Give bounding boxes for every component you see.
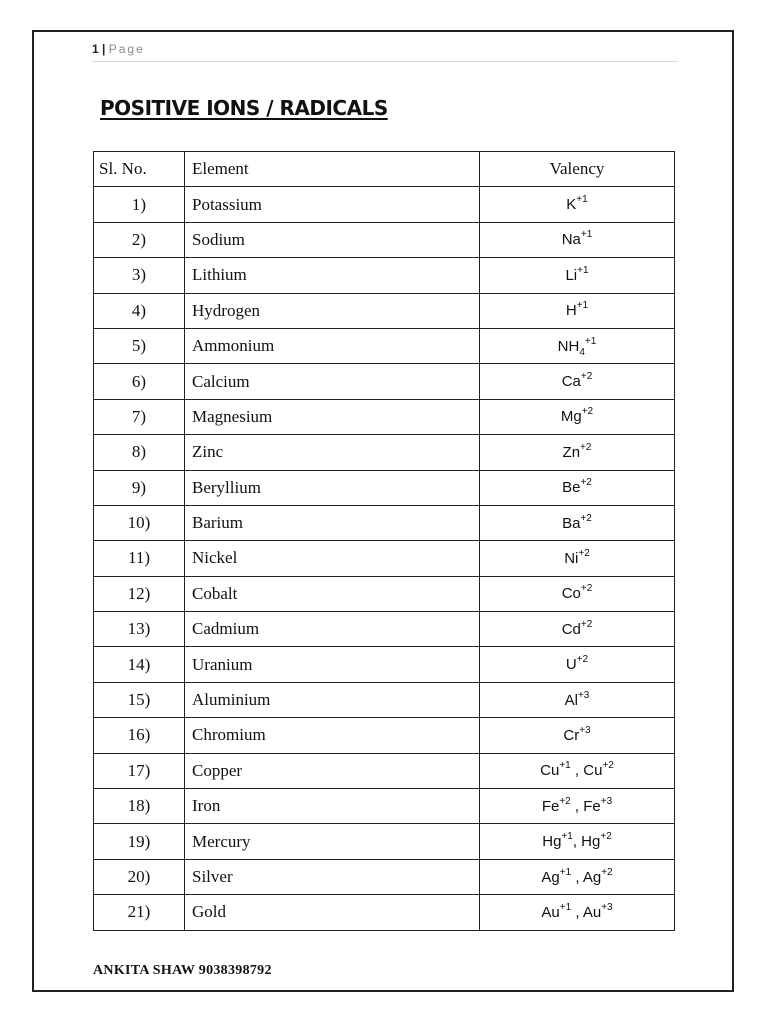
element-name-cell: Zinc [185,435,480,470]
ion-symbol: Mg [560,408,582,426]
serial-number-cell: 13) [94,612,185,647]
serial-number-cell: 5) [94,328,185,363]
valency-cell [480,470,675,505]
ion-symbol: Zn [562,443,581,461]
table-row [94,576,675,611]
valency-cell [480,576,675,611]
valency-separator: , [570,762,584,780]
ion-charge: +1 [577,264,589,276]
ion-symbol: Al [564,691,578,709]
serial-number-cell: 9) [94,470,185,505]
ion-charge: +2 [580,441,592,453]
serial-number-cell: 10) [94,505,185,540]
page-word: Page [108,42,145,56]
footer-author: ANKITA SHAW 9038398792 [93,963,272,978]
table-row [94,753,675,788]
valency-cell [480,753,675,788]
element-name-cell: Aluminium [185,682,480,717]
serial-number-cell: 20) [94,859,185,894]
valency-cell [480,435,675,470]
ion-charge: +2 [600,831,612,843]
page-number: 1 [92,42,99,56]
element-name-cell: Sodium [185,222,480,257]
ion-charge: +1 [561,831,573,843]
ion-charge: +1 [576,194,588,206]
valency-separator: , [572,833,582,851]
ion-symbol: Cr [563,726,580,744]
ion-symbol: Fe [583,797,601,815]
valency-cell [480,328,675,363]
ion-symbol: Hg [581,833,601,851]
ion-symbol: Cu [540,762,560,780]
table-row [94,328,675,363]
table-row [94,824,675,859]
ion-symbol: Li [565,266,578,284]
serial-number-cell: 6) [94,364,185,399]
valency-cell [480,718,675,753]
ion-charge: +1 [559,901,572,913]
valency-cell [480,612,675,647]
valency-cell [480,399,675,434]
ion-charge: +3 [601,901,613,913]
serial-number-cell: 3) [94,258,185,293]
ion-symbol: K [566,196,577,214]
ion-charge: +2 [578,547,590,559]
serial-number-cell: 7) [94,399,185,434]
element-name-cell: Chromium [185,718,480,753]
serial-number-cell: 1) [94,187,185,222]
element-name-cell: Mercury [185,824,480,859]
table-row [94,895,675,930]
valency-cell [480,222,675,257]
serial-number-cell: 2) [94,222,185,257]
element-name-cell: Gold [185,895,480,930]
ion-symbol: NH [557,337,580,355]
element-name-cell: Hydrogen [185,293,480,328]
table-header-row [94,152,675,187]
ion-symbol: H [565,302,577,320]
ion-charge: +2 [580,371,593,383]
ion-symbol: U [565,656,577,674]
valency-cell [480,187,675,222]
valency-cell [480,824,675,859]
serial-number-cell: 16) [94,718,185,753]
ion-charge: +2 [576,654,589,666]
ion-charge: +3 [600,795,613,807]
valency-cell [480,859,675,894]
valency-cell [480,541,675,576]
serial-number-cell: 17) [94,753,185,788]
table-row [94,470,675,505]
table-row [94,258,675,293]
ion-charge: +3 [579,724,591,736]
ions-table [93,151,675,931]
ion-charge: +2 [580,477,592,489]
element-name-cell: Nickel [185,541,480,576]
valency-cell [480,505,675,540]
valency-separator: , [570,797,584,815]
element-name-cell: Silver [185,859,480,894]
element-name-cell: Cobalt [185,576,480,611]
valency-cell [480,647,675,682]
element-name-cell: Ammonium [185,328,480,363]
ion-charge: +2 [602,760,614,772]
ion-symbol: Cu [583,762,603,780]
element-name-cell: Copper [185,753,480,788]
serial-number-cell: 14) [94,647,185,682]
valency-separator: , [571,903,583,921]
valency-cell [480,258,675,293]
ion-symbol: Co [561,585,581,603]
valency-cell [480,682,675,717]
valency-cell [480,293,675,328]
ion-charge: +1 [584,335,597,347]
element-name-cell: Lithium [185,258,480,293]
table-row [94,222,675,257]
ion-symbol: Ba [562,514,581,532]
element-name-cell: Calcium [185,364,480,399]
ion-charge: +2 [581,406,594,418]
ion-charge: +2 [580,512,592,524]
page-separator: | [102,42,106,56]
ion-charge: +3 [577,689,590,701]
valency-separator: , [571,868,583,886]
table-row [94,541,675,576]
ion-charge: +1 [559,866,572,878]
serial-number-cell: 8) [94,435,185,470]
ion-subscript: 4 [579,346,585,358]
table-row [94,505,675,540]
serial-number-cell: 12) [94,576,185,611]
element-name-cell: Magnesium [185,399,480,434]
ion-charge: +1 [580,229,593,241]
element-name-cell: Iron [185,789,480,824]
table-row [94,293,675,328]
table-row [94,718,675,753]
table-row [94,435,675,470]
page-title: POSITIVE IONS / RADICALS [100,96,388,120]
serial-number-cell: 19) [94,824,185,859]
ion-charge: +1 [576,300,589,312]
ion-symbol: Hg [542,833,562,851]
serial-number-cell: 11) [94,541,185,576]
ion-charge: +2 [580,618,593,630]
ion-symbol: Ag [582,868,602,886]
table-body [94,187,675,930]
valency-cell [480,364,675,399]
ion-symbol: Fe [541,797,560,815]
table-row [94,364,675,399]
serial-number-cell: 15) [94,682,185,717]
ion-symbol: Be [562,479,581,497]
ion-symbol: Ag [541,868,560,886]
table-row [94,789,675,824]
serial-number-cell: 4) [94,293,185,328]
element-name-cell: Barium [185,505,480,540]
table-row [94,612,675,647]
element-name-cell: Beryllium [185,470,480,505]
element-name-cell: Cadmium [185,612,480,647]
table-row [94,859,675,894]
ion-symbol: Au [582,903,602,921]
column-header-valency: Valency [480,152,675,187]
serial-number-cell: 18) [94,789,185,824]
table-row [94,682,675,717]
element-name-cell: Uranium [185,647,480,682]
ion-charge: +2 [559,795,571,807]
ion-charge: +1 [559,760,571,772]
table-row [94,187,675,222]
table-row [94,647,675,682]
column-header-element: Element [185,152,480,187]
page-header [92,42,678,62]
column-header-serial: Sl. No. [94,152,185,187]
ion-symbol: Ca [561,373,581,391]
table-row [94,399,675,434]
ion-symbol: Na [561,231,581,249]
serial-number-cell: 21) [94,895,185,930]
ion-symbol: Au [541,903,560,921]
ion-symbol: Ni [564,549,579,567]
ion-charge: +2 [580,583,593,595]
valency-cell [480,789,675,824]
element-name-cell: Potassium [185,187,480,222]
valency-cell [480,895,675,930]
ion-charge: +2 [601,866,613,878]
ion-symbol: Cd [561,620,581,638]
